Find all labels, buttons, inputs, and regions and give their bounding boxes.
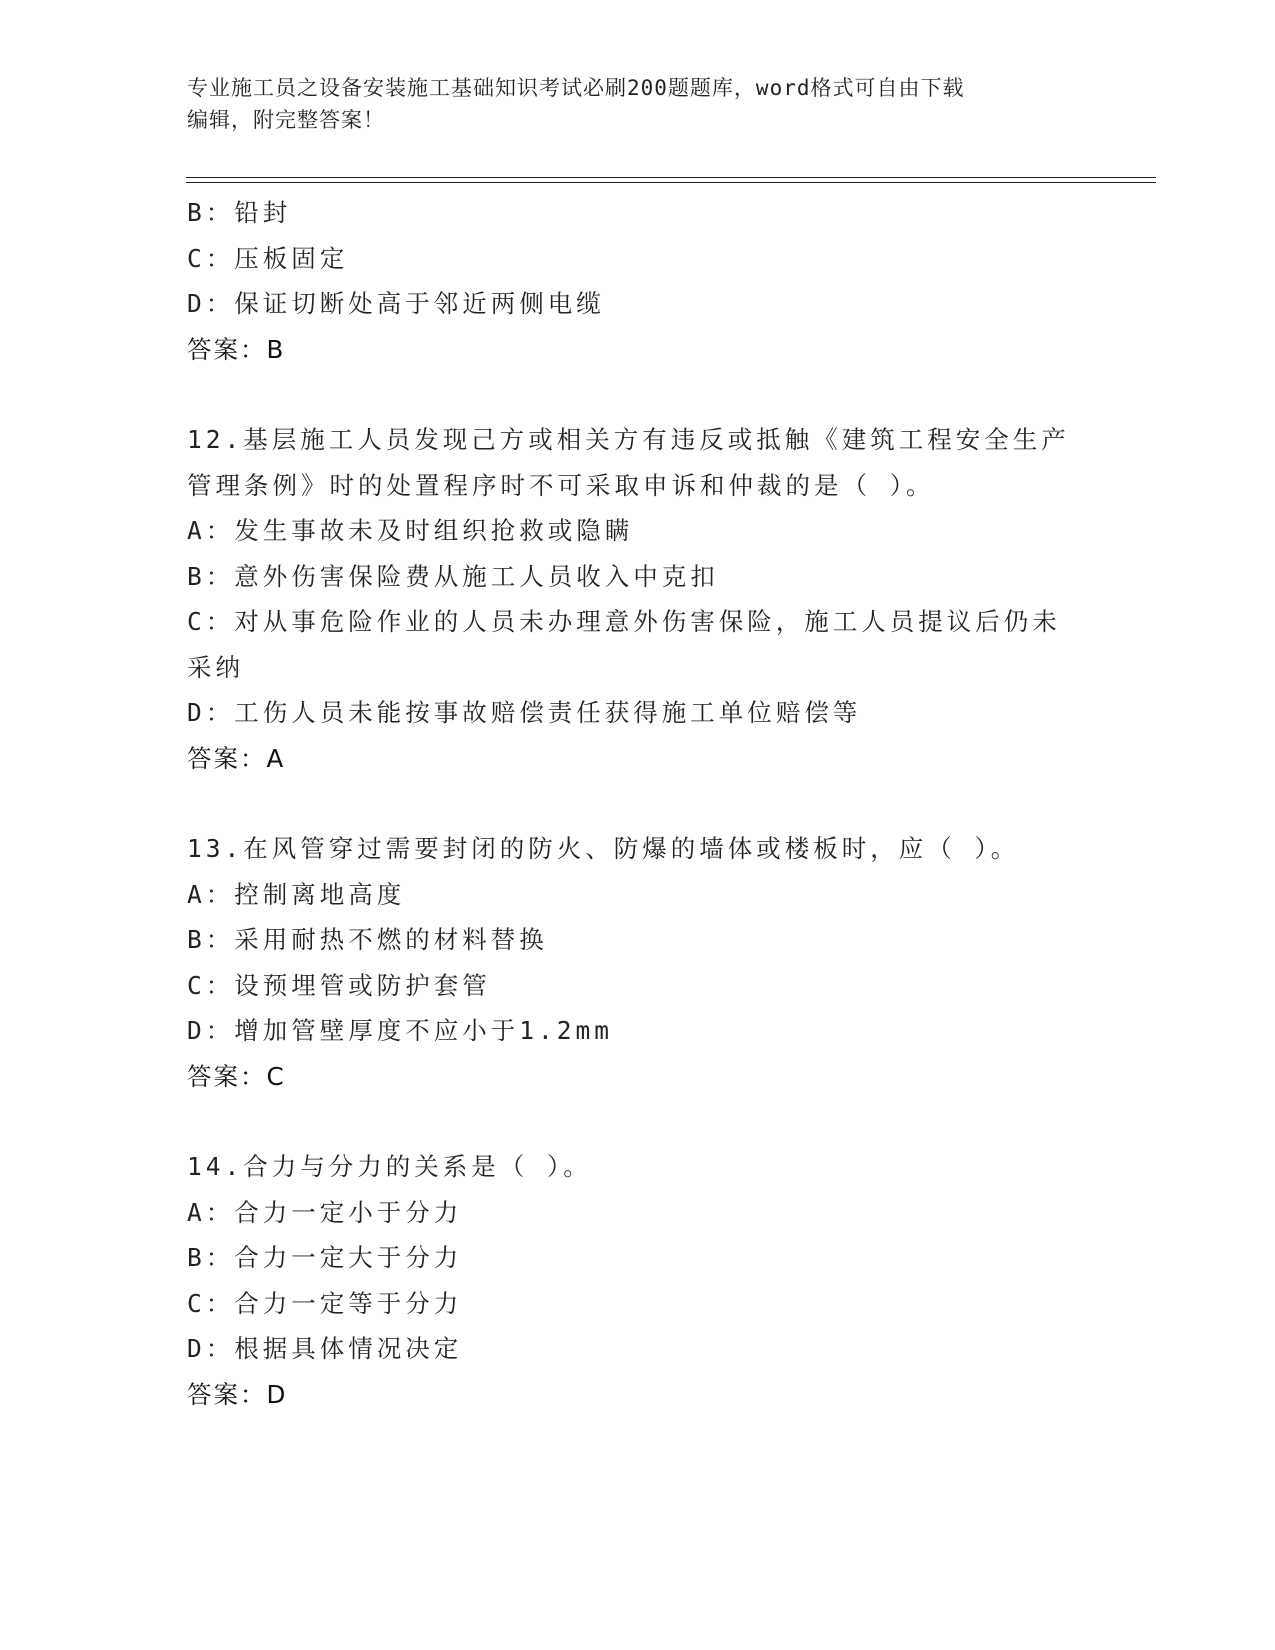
header-title-line-2: 编辑，附完整答案！ <box>187 108 385 132</box>
question-13-option-d: D：增加管壁厚度不应小于1.2mm <box>187 1016 614 1045</box>
question-12-option-d: D：工伤人员未能按事故赔偿责任获得施工单位赔偿等 <box>187 698 862 727</box>
document-header <box>187 72 1087 136</box>
spacer <box>187 781 1087 826</box>
question-13-stem: 13.在风管穿过需要封闭的防火、防爆的墙体或楼板时，应（ ）。 <box>187 834 1020 863</box>
document-body <box>187 190 1087 1417</box>
question-14-option-a: A：合力一定小于分力 <box>187 1197 463 1227</box>
question-11-option-d: D：保证切断处高于邻近两侧电缆 <box>187 289 605 318</box>
question-14 <box>187 1144 1087 1417</box>
question-14-answer: 答案：D <box>187 1379 288 1409</box>
question-12-option-c-line-1: C：对从事危险作业的人员未办理意外伤害保险，施工人员提议后仍未 <box>187 607 1061 636</box>
question-11-option-c: C：压板固定 <box>187 243 349 273</box>
header-title-line-1: 专业施工员之设备安装施工基础知识考试必刷200题题库，word格式可自由下载 <box>187 76 965 100</box>
question-11 <box>187 190 1087 372</box>
question-13-option-a: A：控制离地高度 <box>187 879 406 909</box>
question-12-answer: 答案：A <box>187 743 286 773</box>
spacer <box>187 1099 1087 1144</box>
question-12-option-b: B：意外伤害保险费从施工人员收入中克扣 <box>187 561 719 591</box>
question-13 <box>187 826 1087 1099</box>
question-14-stem: 14.合力与分力的关系是（ ）。 <box>187 1152 592 1181</box>
spacer <box>187 372 1087 417</box>
question-13-option-b: B：采用耐热不燃的材料替换 <box>187 925 548 954</box>
question-11-option-b: B：铅封 <box>187 198 292 227</box>
question-12-stem-line-2: 管理条例》时的处置程序时不可采取申诉和仲裁的是（ ）。 <box>187 470 935 500</box>
question-14-option-c: C：合力一定等于分力 <box>187 1288 463 1318</box>
question-13-option-c: C：设预埋管或防护套管 <box>187 970 491 1000</box>
question-12-stem-line-1: 12.基层施工人员发现己方或相关方有违反或抵触《建筑工程安全生产 <box>187 425 1070 454</box>
header-divider-bottom <box>186 182 1156 183</box>
question-13-answer: 答案：C <box>187 1061 286 1091</box>
question-14-option-d: D：根据具体情况决定 <box>187 1334 463 1363</box>
question-11-answer: 答案：B <box>187 334 286 364</box>
question-12 <box>187 417 1087 781</box>
question-12-option-a: A：发生事故未及时组织抢救或隐瞒 <box>187 516 634 545</box>
header-divider-top <box>186 177 1156 178</box>
question-14-option-b: B：合力一定大于分力 <box>187 1243 463 1272</box>
question-12-option-c-line-2: 采纳 <box>187 652 244 682</box>
